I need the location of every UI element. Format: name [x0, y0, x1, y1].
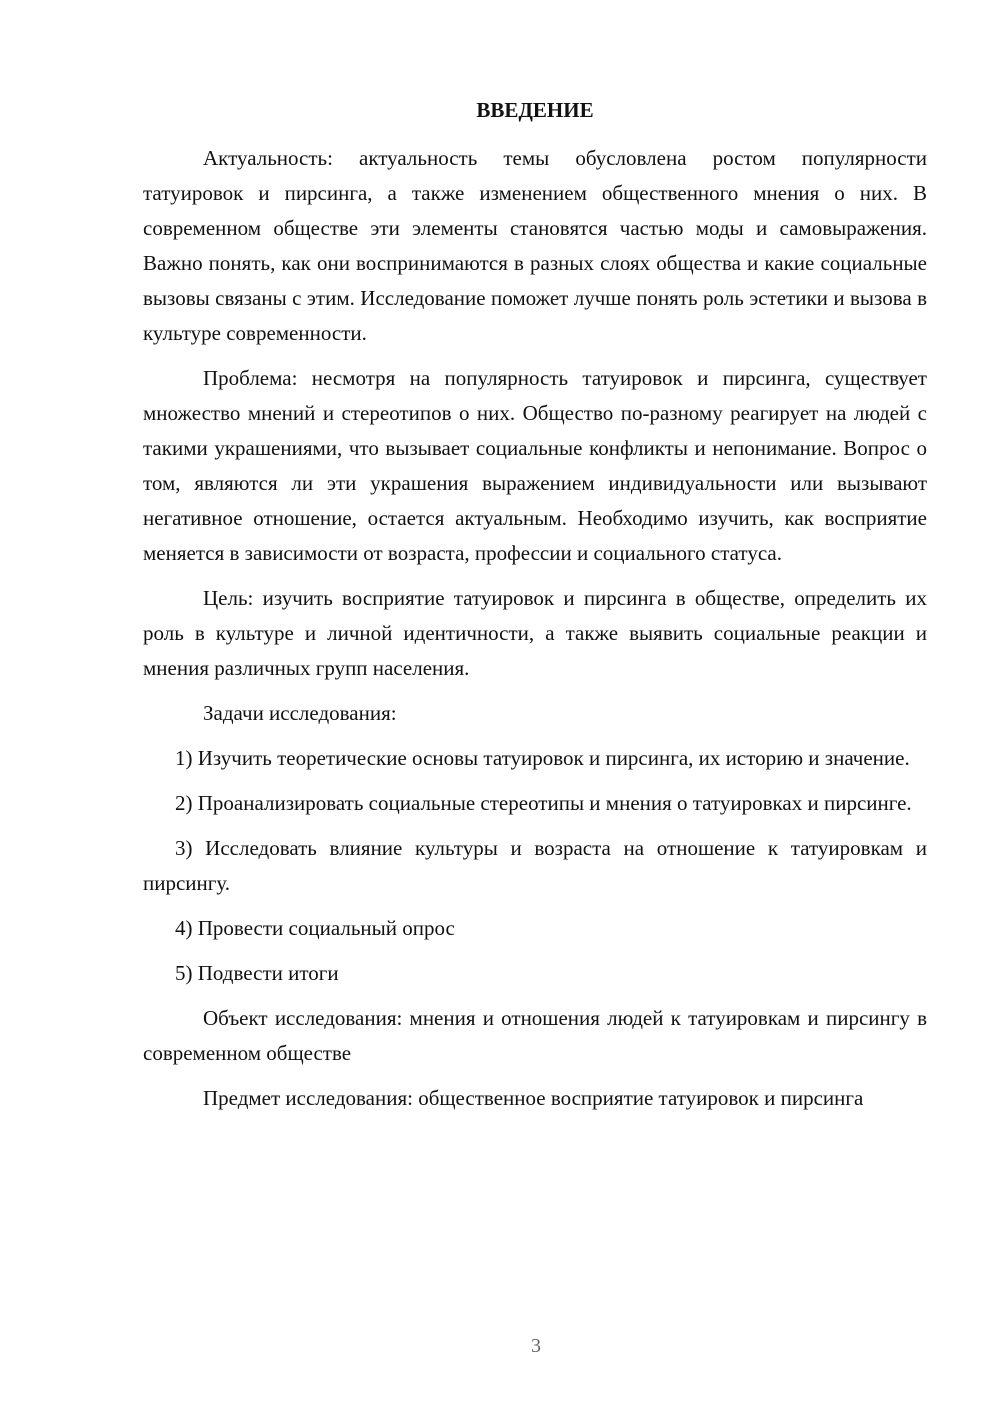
paragraph-object: Объект исследования: мнения и отношения людей к татуировкам и пирсингу в современном обществе — [143, 1006, 927, 1065]
task-item-1: 1) Изучить теоретические основы татуировок и пирсинга, их историю и значение. — [175, 746, 910, 770]
task-item-4: 4) Провести социальный опрос — [175, 916, 455, 940]
paragraph-relevance: Актуальность: актуальность темы обусловлена ростом популярности татуировок и пирсинга, а также изменением общественного мнения о них. В современном обществе эти элементы становятся частью моды и самовыражения. Важно понять, как они воспринимаются в разных слоях общества и какие социальные вызовы связаны с этим. Исследование поможет лучше понять роль эстетики и вызова в культуре современности. — [143, 146, 927, 345]
paragraph-goal: Цель: изучить восприятие татуировок и пирсинга в обществе, определить их роль в культуре и личной идентичности, а также выявить социальные реакции и мнения различных групп населения. — [143, 586, 927, 680]
task-item-3: 3) Исследовать влияние культуры и возраста на отношение к татуировкам и пирсингу. — [143, 836, 927, 895]
section-title: ВВЕДЕНИЕ — [476, 98, 594, 122]
task-item-2: 2) Проанализировать социальные стереотипы и мнения о татуировках и пирсинге. — [175, 791, 912, 815]
document-page — [143, 95, 927, 1116]
paragraph-problem: Проблема: несмотря на популярность татуировок и пирсинга, существует множество мнений и стереотипов о них. Общество по-разному реагирует на людей с такими украшениями, что вызывает социальные конфликты и непонимание. Вопрос о том, являются ли эти украшения выражением индивидуальности или вызывают негативное отношение, остается актуальным. Необходимо изучить, как восприятие меняется в зависимости от возраста, профессии и социального статуса. — [143, 366, 927, 565]
paragraph-tasks-heading: Задачи исследования: — [203, 701, 397, 725]
paragraph-subject: Предмет исследования: общественное восприятие татуировок и пирсинга — [203, 1086, 864, 1110]
task-item-5: 5) Подвести итоги — [175, 961, 339, 985]
page-number: 3 — [531, 1335, 541, 1357]
